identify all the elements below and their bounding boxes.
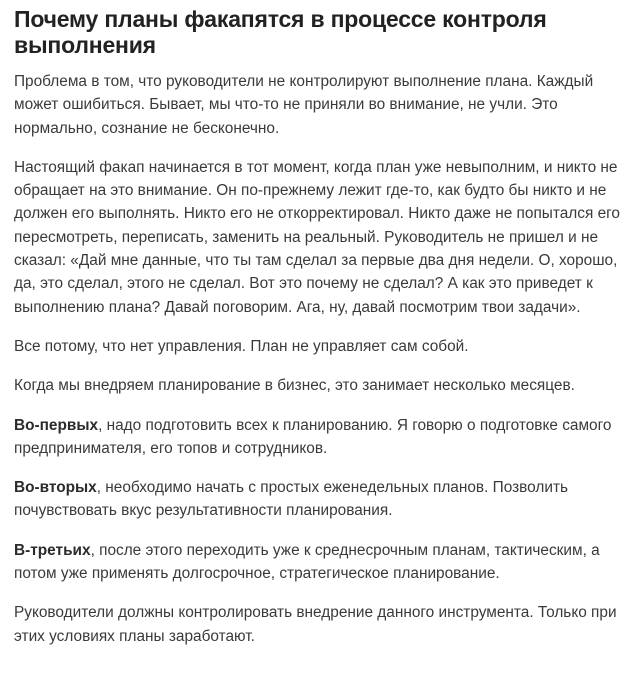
paragraph-1 xyxy=(14,70,632,140)
article-title: Почему планы факапятся в процессе контроля выполнения xyxy=(14,6,547,58)
paragraph-6-lead: Во-вторых xyxy=(14,479,97,497)
paragraph-2-text: Настоящий факап начинается в тот момент, когда план уже невыполним, и никто не обращает на это внимание. Он по-прежнему лежит где-то, как будто бы никто и не должен его выполнять. Никто его не откорректировал. Никто даже не попытался его пересмотреть, переписать, заменить на реальный. Руководитель не пришел и не сказал: «Дай мне данные, что ты там сделал за первые два дня недели. О, хорошо, да, это сделал, этого не сделал. Вот это почему не сделал? А как это приведет к выполнению плана? Давай поговорим. Ага, ну, давай посмотрим твои задачи». xyxy=(14,158,620,316)
paragraph-5 xyxy=(14,414,632,461)
paragraph-7-lead: В-третьих xyxy=(14,541,91,559)
paragraph-8 xyxy=(14,601,632,648)
paragraph-2 xyxy=(14,156,632,319)
paragraph-4-text: Когда мы внедряем планирование в бизнес, это занимает несколько месяцев. xyxy=(14,377,575,395)
paragraph-4 xyxy=(14,374,632,397)
paragraph-6 xyxy=(14,476,632,523)
paragraph-3-text: Все потому, что нет управления. План не управляет сам собой. xyxy=(14,337,469,355)
paragraph-7-text: , после этого переходить уже к среднесрочным планам, тактическим, а потом уже применять долгосрочное, стратегическое планирование. xyxy=(14,541,600,583)
paragraph-3 xyxy=(14,335,632,358)
paragraph-6-text: , необходимо начать с простых еженедельных планов. Позволить почувствовать вкус результативности планирования. xyxy=(14,479,569,520)
paragraph-1-text: Проблема в том, что руководители не контролируют выполнение плана. Каждый может ошибиться. Бывает, мы что-то не приняли во внимание, не учли. Это нормально, сознание не бесконечно. xyxy=(14,73,594,137)
paragraph-8-text: Руководители должны контролировать внедрение данного инструмента. Только при этих условиях планы заработают. xyxy=(14,604,617,645)
article xyxy=(14,6,632,648)
paragraph-5-text: , надо подготовить всех к планированию. Я говорю о подготовке самого предпринимателя, его топов и сотрудников. xyxy=(14,416,612,457)
paragraph-5-lead: Во-первых xyxy=(14,416,99,434)
paragraph-7 xyxy=(14,539,632,586)
